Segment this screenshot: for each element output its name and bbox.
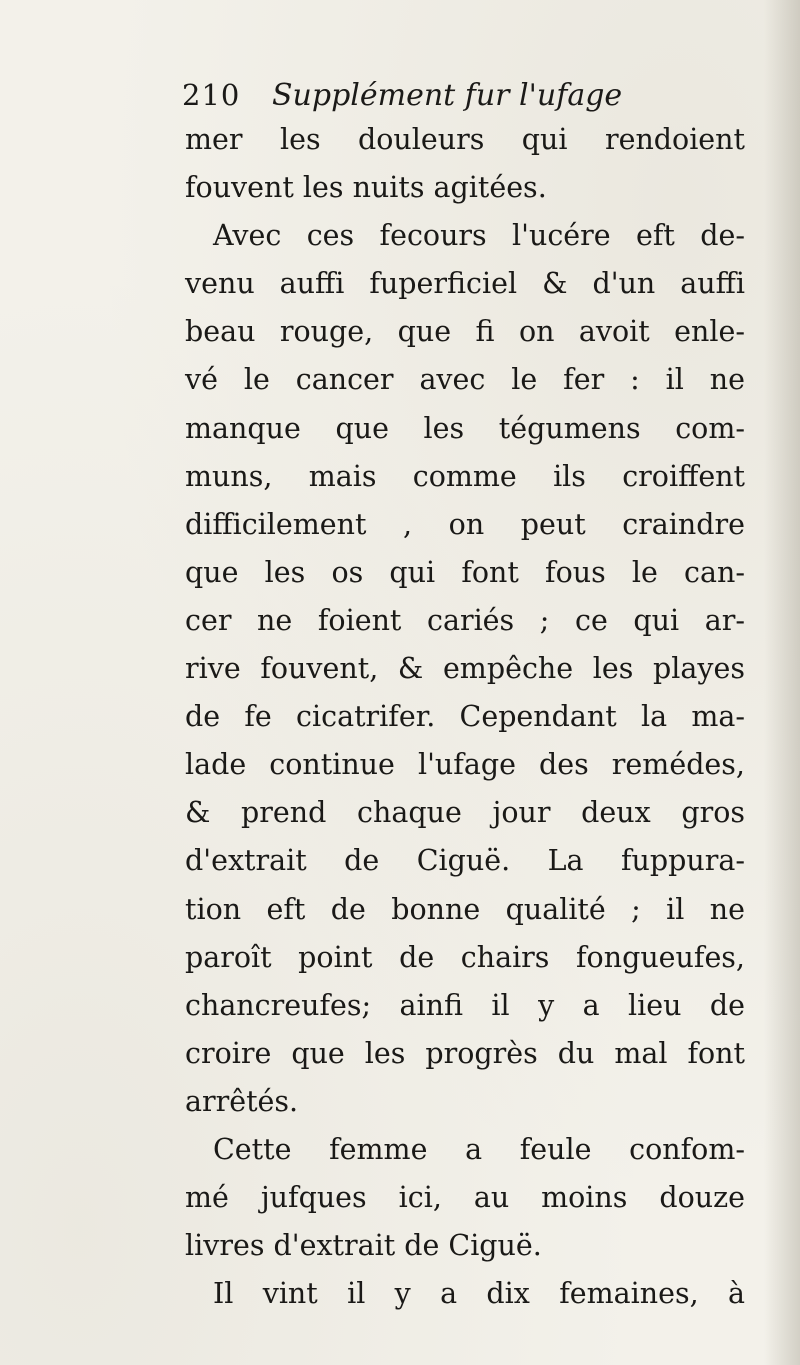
text-line: Avec ces fecours l'ucére eft de- — [213, 219, 745, 253]
page-edge-shadow — [764, 0, 800, 1365]
body-text — [185, 116, 745, 1318]
text-line: chancreufes; ainfi il y a lieu de — [185, 988, 745, 1022]
text-line: lade continue l'ufage des remédes, — [185, 748, 745, 782]
text-line: d'extrait de Ciguë. La fuppura- — [185, 844, 745, 878]
text-line: livres d'extrait de Ciguë. — [185, 1229, 542, 1263]
text-line: de fe cicatrifer. Cependant la ma- — [185, 700, 745, 734]
text-line: croire que les progrès du mal font — [185, 1036, 745, 1070]
text-line: tion eft de bonne qualité ; il ne — [185, 892, 745, 926]
text-line: cer ne foient cariés ; ce qui ar- — [185, 603, 745, 637]
text-line: rive fouvent, & empêche les playes — [185, 652, 745, 686]
text-line: mer les douleurs qui rendoient — [185, 123, 745, 156]
page-number: 210 — [182, 78, 241, 112]
text-line: Cette femme a feule confom- — [213, 1132, 745, 1166]
text-line: & prend chaque jour deux gros — [185, 796, 745, 830]
text-line: que les os qui font fous le can- — [185, 555, 745, 589]
text-line: fouvent les nuits agitées. — [185, 171, 547, 205]
text-line: Il vint il y a dix femaines, à — [213, 1277, 745, 1311]
text-line: muns, mais comme ils croiffent — [185, 459, 745, 493]
text-line: manque que les tégumens com- — [185, 411, 745, 445]
text-line: vé le cancer avec le fer : il ne — [185, 363, 745, 397]
text-line: arrêtés. — [185, 1084, 299, 1118]
text-line: mé jufques ici, au moins douze — [185, 1181, 745, 1215]
text-line: difficilement , on peut craindre — [185, 507, 745, 541]
text-line: venu auffi fuperficiel & d'un auffi — [185, 267, 745, 301]
text-line: beau rouge, que fi on avoit enle- — [185, 315, 745, 349]
running-title: Supplément fur l'ufage — [272, 78, 623, 113]
text-line: paroît point de chairs fongueufes, — [185, 940, 745, 974]
